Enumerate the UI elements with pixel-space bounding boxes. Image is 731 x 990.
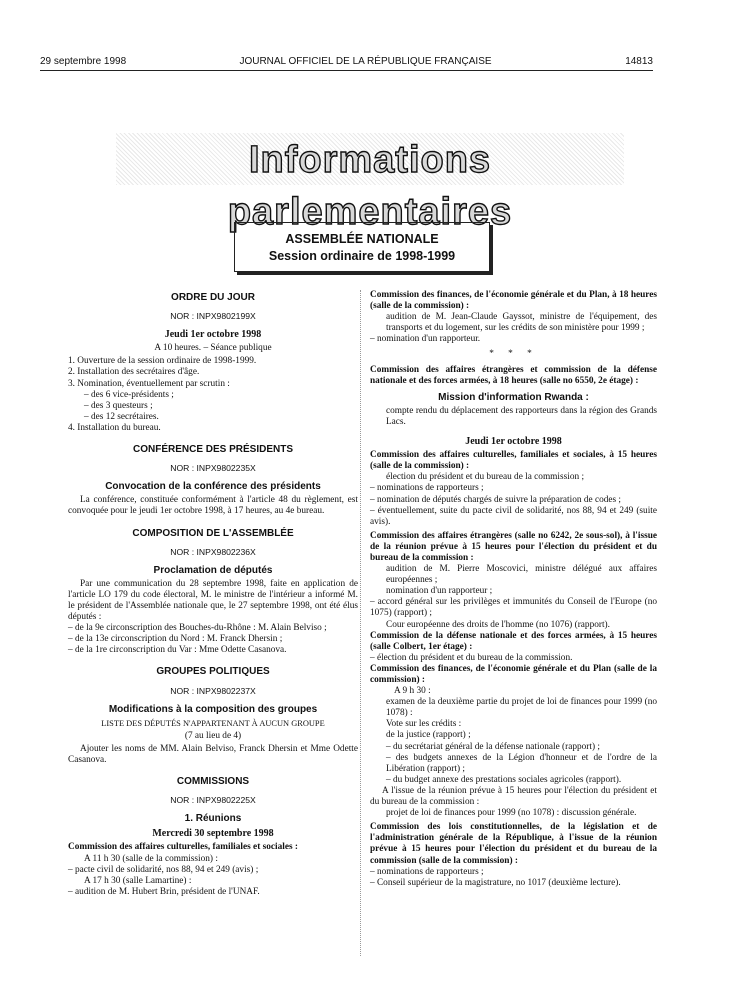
odj-item: – des 6 vice-présidents ; xyxy=(84,389,174,400)
header-page-number: 14813 xyxy=(625,56,653,67)
odj-item: 1. Ouverture de la session ordinaire de 1998-1999. xyxy=(68,356,257,367)
aff-mission: Mission d'information Rwanda : xyxy=(438,391,589,403)
etr-line: nomination d'un rapporteur ; xyxy=(386,586,493,597)
com-line: A 17 h 30 (salle Lamartine) : xyxy=(84,875,192,886)
odj-title: ORDRE DU JOUR xyxy=(171,292,255,303)
lois-line: – Conseil supérieur de la magistrature, no 1017 (deuxième lecture). xyxy=(370,877,621,888)
comp-item: – de la 13e circonscription du Nord : M. Franck Dhersin ; xyxy=(68,634,283,645)
header-journal: JOURNAL OFFICIEL DE LA RÉPUBLIQUE FRANÇAISE xyxy=(239,56,492,67)
separator-stars: * * * xyxy=(489,349,538,360)
com-title: COMMISSIONS xyxy=(176,776,250,788)
assembly-name: ASSEMBLÉE NATIONALE xyxy=(285,232,439,246)
gp-subtitle: Modifications à la composition des groupes xyxy=(108,703,318,715)
comp-item: – de la 9e circonscription des Bouches-du-Rhône : M. Alain Belviso ; xyxy=(68,623,327,634)
fin2-after: A l'issue de la réunion prévue à 15 heures pour l'élection du président et du bureau de la commission : xyxy=(370,785,657,808)
fin1-head: Commission des finances, de l'économie générale et du Plan, à 18 heures (salle de la commission) : xyxy=(370,290,657,312)
lois-line: – nominations de rapporteurs ; xyxy=(370,866,484,877)
com-commission: Commission des affaires culturelles, familiales et sociales : xyxy=(68,842,298,853)
etr-line: audition de M. Pierre Moscovici, ministre délégué aux affaires européennes ; xyxy=(386,564,657,586)
odj-item: – des 3 questeurs ; xyxy=(84,400,153,411)
odj-item: 4. Installation du bureau. xyxy=(68,422,161,433)
comp-text: Par une communication du 28 septembre 1998, faite en application de l'article LO 179 du code électoral, M. le ministre de l'intérieur a informé M. le président de l'Assemblée nationale que, le 27 septembre 1998, ont été élus députés : xyxy=(68,578,358,623)
right-day: Jeudi 1er octobre 1998 xyxy=(465,436,562,448)
odj-time: A 10 heures. – Séance publique xyxy=(154,343,272,354)
odj-item: 3. Nomination, éventuellement par scrutin : xyxy=(68,378,230,389)
gp-text: Ajouter les noms de MM. Alain Belviso, Franck Dhersin et Mme Odette Casanova. xyxy=(68,743,358,765)
conf-title: CONFÉRENCE DES PRÉSIDENTS xyxy=(132,444,294,456)
comp-subtitle: Proclamation de députés xyxy=(153,564,273,576)
odj-item: 2. Installation des secrétaires d'âge. xyxy=(68,367,200,378)
cult-line: – nominations de rapporteurs ; xyxy=(370,483,484,494)
odj-nor: NOR : INPX9802199X xyxy=(170,311,256,322)
fin2-line: examen de la deuxième partie du projet de loi de finances pour 1999 (no 1078) : xyxy=(386,697,657,719)
session-name: Session ordinaire de 1998-1999 xyxy=(268,249,456,263)
fin2-line: – du budget annexe des prestations sociales agricoles (rapport). xyxy=(386,774,622,785)
left-column xyxy=(68,290,358,898)
gp-nor: NOR : INPX9802237X xyxy=(170,685,256,696)
fin2-line: – du secrétariat général de la défense nationale (rapport) ; xyxy=(386,741,600,752)
com-line: A 11 h 30 (salle de la commission) : xyxy=(84,853,218,864)
com-line: – audition de M. Hubert Brin, président de l'UNAF. xyxy=(68,886,260,897)
def-line: – élection du président et du bureau de la commission. xyxy=(370,652,573,663)
banner-title: Informations parlementaires xyxy=(227,139,513,233)
fin1-line: – nomination d'un rapporteur. xyxy=(370,334,481,345)
etr-line: Cour européenne des droits de l'homme (no 1076) (rapport). xyxy=(386,619,610,630)
column-separator xyxy=(360,290,361,956)
comp-title: COMPOSITION DE L'ASSEMBLÉE xyxy=(132,527,294,539)
gp-list-sub: (7 au lieu de 4) xyxy=(184,730,242,741)
etr-line: – accord général sur les privilèges et immunités du Conseil de l'Europe (no 1075) (rapport) ; xyxy=(370,597,657,619)
header-rule xyxy=(40,70,653,71)
cult-line: – nomination de députés chargés de suivre la préparation de codes ; xyxy=(370,494,622,505)
assembly-box xyxy=(234,222,490,272)
com-line: – pacte civil de solidarité, nos 88, 94 et 249 (avis) ; xyxy=(68,864,259,875)
fin2-proj: projet de loi de finances pour 1999 (no 1078) : discussion générale. xyxy=(386,808,637,819)
comp-item: – de la 1re circonscription du Var : Mme Odette Casanova. xyxy=(68,645,287,656)
fin1-line: audition de M. Jean-Claude Gayssot, ministre de l'équipement, des transports et du logement, sur les crédits de son ministère pour 1999 ; xyxy=(386,312,657,334)
cult-head: Commission des affaires culturelles, familiales et sociales, à 15 heures (salle de la commission) : xyxy=(370,450,657,472)
fin2-line: de la justice (rapport) ; xyxy=(386,730,471,741)
fin2-time: A 9 h 30 : xyxy=(394,686,431,697)
odj-item: – des 12 secrétaires. xyxy=(84,411,159,422)
aff-text: compte rendu du déplacement des rapporteurs dans la région des Grands Lacs. xyxy=(386,405,657,427)
header-date: 29 septembre 1998 xyxy=(40,56,127,67)
comp-nor: NOR : INPX9802236X xyxy=(170,546,256,557)
def-head: Commission de la défense nationale et des forces armées, à 15 heures (salle Colbert, 1er étage) : xyxy=(370,630,657,652)
odj-day: Jeudi 1er octobre 1998 xyxy=(164,329,262,341)
gp-title: GROUPES POLITIQUES xyxy=(156,666,270,678)
fin2-line: Vote sur les crédits : xyxy=(386,719,462,730)
com-nor: NOR : INPX9802225X xyxy=(170,795,256,806)
gp-list-title: LISTE DES DÉPUTÉS N'APPARTENANT À AUCUN GROUPE xyxy=(101,718,325,728)
aff-head: Commission des affaires étrangères et commission de la défense nationale et des forces armées, à 18 heures (salle no 6550, 2e étage) : xyxy=(370,364,657,386)
conf-text: La conférence, constituée conformément à l'article 48 du règlement, est convoquée pour le jeudi 1er octobre 1998, à 17 heures, au 4e bureau. xyxy=(68,495,358,517)
fin2-head: Commission des finances, de l'économie générale et du Plan (salle de la commission) : xyxy=(370,663,657,685)
etr-head: Commission des affaires étrangères (salle no 6242, 2e sous-sol), à l'issue de la réunion prévue à 15 heures pour l'élection du président et du bureau de la commission : xyxy=(370,530,657,563)
cult-line: élection du président et du bureau de la commission ; xyxy=(386,472,585,483)
right-column xyxy=(370,290,657,889)
lois-head: Commission des lois constitutionnelles, de la législation et de l'administration générale de la République, à l'issue de la réunion prévue à 15 heures pour l'élection du président et du bureau de la commission (salle de la commission) : xyxy=(370,822,657,866)
fin2-line: – des budgets annexes de la Légion d'honneur et de l'ordre de la Libération (rapport) ; xyxy=(386,752,657,774)
com-subtitle: 1. Réunions xyxy=(184,813,242,825)
com-day: Mercredi 30 septembre 1998 xyxy=(152,828,274,840)
conf-subtitle: Convocation de la conférence des présidents xyxy=(105,481,321,493)
cult-line: – éventuellement, suite du pacte civil de solidarité, nos 88, 94 et 249 (suite avis). xyxy=(370,505,657,527)
page-header xyxy=(0,56,731,70)
conf-nor: NOR : INPX9802235X xyxy=(170,463,256,474)
